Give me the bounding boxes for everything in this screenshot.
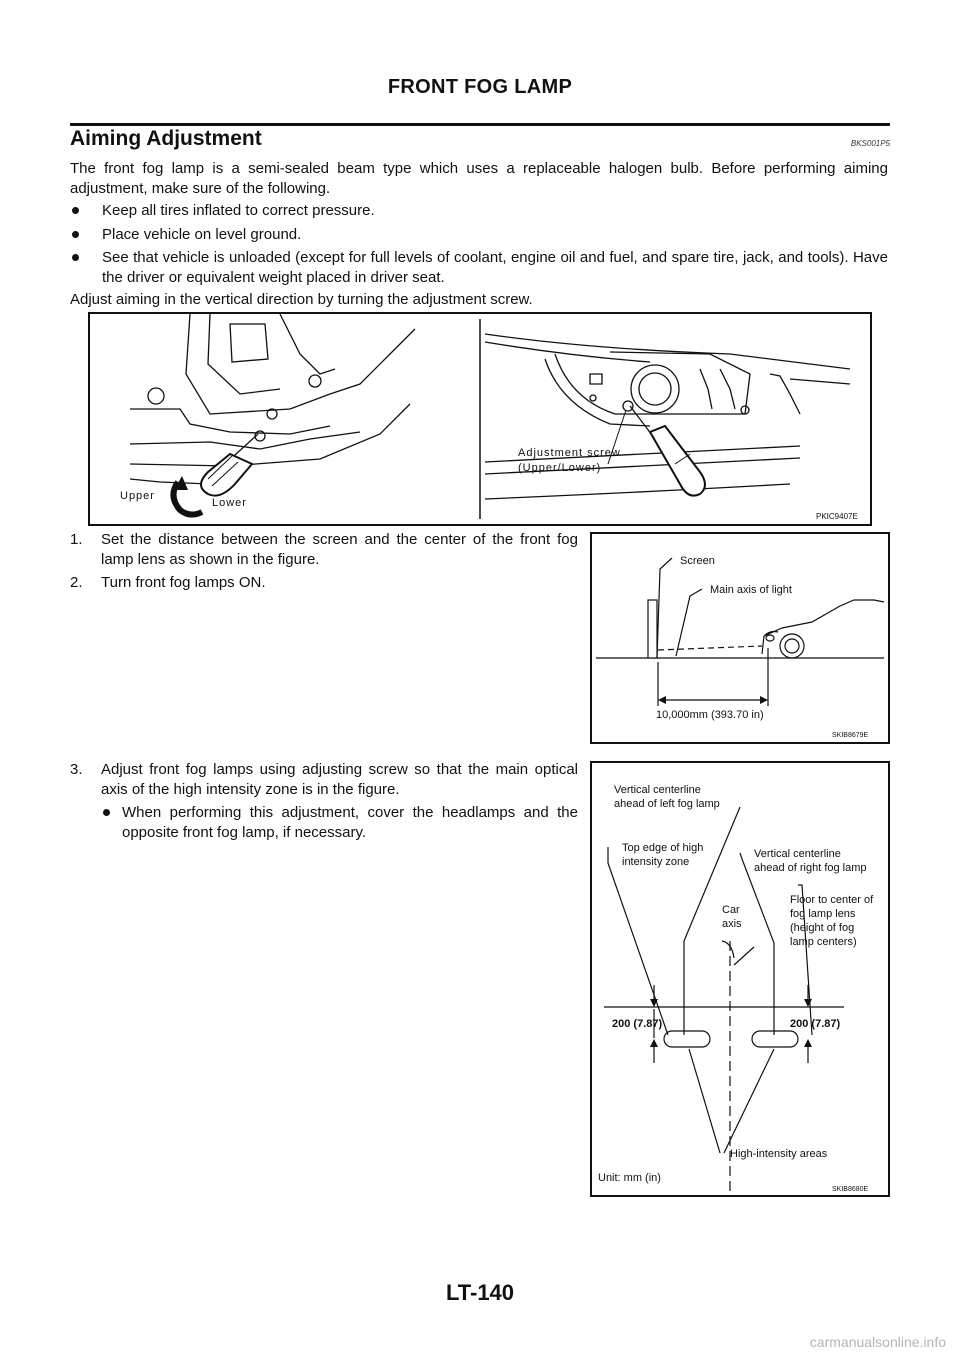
label-lower: Lower	[212, 497, 247, 509]
label-vc-left-1: Vertical centerline	[614, 784, 701, 796]
intro-paragraph: The front fog lamp is a semi-sealed beam type which uses a replaceable halogen bulb. Before performing aiming adjustment, make sure of the following.	[70, 160, 888, 197]
figure-adjustment-screw	[88, 312, 872, 526]
figure-code: PKIC9407E	[816, 512, 858, 521]
bullet-item	[70, 201, 888, 221]
step-2	[70, 573, 578, 593]
figure-high-intensity-zone	[590, 761, 890, 1197]
label-floor-3: (height of fog	[790, 922, 855, 934]
header-rule	[70, 123, 890, 126]
bullet-dot-icon	[103, 809, 110, 816]
label-floor-1: Floor to center of	[790, 894, 874, 906]
figure-screen-distance-drawing	[592, 534, 888, 742]
bullet-dot-icon	[72, 231, 79, 238]
step-1	[70, 530, 578, 570]
label-screen: Screen	[680, 555, 715, 567]
step-number: 1.	[70, 531, 83, 548]
label-floor-4: lamp centers)	[790, 936, 857, 948]
figure-adjustment-screw-drawing	[90, 314, 870, 524]
label-vc-right-2: ahead of right fog lamp	[754, 862, 867, 874]
bullet-item	[70, 248, 888, 288]
label-vc-right-1: Vertical centerline	[754, 848, 841, 860]
label-adjustment-screw: Adjustment screw	[518, 447, 621, 459]
label-dim-left: 200 (7.87)	[612, 1018, 663, 1030]
label-vc-left-2: ahead of left fog lamp	[614, 798, 720, 810]
bullet-text: When performing this adjustment, cover the headlamps and the opposite front fog lamp, if necessary.	[122, 804, 578, 841]
bullet-item	[70, 225, 888, 245]
section-code: BKS001P5	[850, 139, 890, 148]
step-number: 3.	[70, 761, 83, 778]
step-text: Turn front fog lamps ON.	[101, 574, 266, 591]
label-dim-right: 200 (7.87)	[790, 1018, 841, 1030]
bullet-dot-icon	[72, 207, 79, 214]
page-header-title: FRONT FOG LAMP	[387, 76, 573, 98]
step-3-bullet	[70, 803, 578, 843]
bullet-text: Keep all tires inflated to correct pressure.	[102, 202, 375, 219]
figure-code: SKIB8679E	[832, 732, 869, 739]
bullet-dot-icon	[72, 254, 79, 261]
label-top-edge-2: intensity zone	[622, 856, 690, 868]
label-car-axis-2: axis	[722, 918, 742, 930]
figure-code: SKIB8680E	[832, 1186, 869, 1193]
bullet-text: See that vehicle is unloaded (except for full levels of coolant, engine oil and fuel, and spare tire, jack, and tools). Have the driver or equivalent weight placed in driver seat.	[102, 249, 888, 286]
step-number: 2.	[70, 574, 83, 591]
step-3	[70, 760, 578, 800]
label-floor-2: fog lamp lens	[790, 908, 856, 920]
figure-high-intensity-zone-drawing	[592, 763, 888, 1195]
label-unit: Unit: mm (in)	[598, 1172, 661, 1184]
section-title: Aiming Adjustment	[70, 127, 262, 150]
watermark: carmanualsonline.info	[809, 1334, 946, 1350]
figure-screen-distance	[590, 532, 890, 744]
label-car-axis-1: Car	[722, 904, 740, 916]
adjust-paragraph: Adjust aiming in the vertical direction by turning the adjustment screw.	[70, 291, 533, 308]
label-upper-lower: (Upper/Lower)	[518, 462, 602, 474]
label-main-axis: Main axis of light	[710, 584, 792, 596]
label-distance: 10,000mm (393.70 in)	[656, 709, 764, 721]
step-text: Set the distance between the screen and the center of the front fog lamp lens as shown in the figure.	[101, 531, 578, 568]
page-number: LT-140	[445, 1280, 515, 1305]
step-text: Adjust front fog lamps using adjusting screw so that the main optical axis of the high intensity zone is in the figure.	[101, 761, 578, 798]
bullet-text: Place vehicle on level ground.	[102, 226, 302, 243]
label-upper: Upper	[120, 490, 155, 502]
label-top-edge-1: Top edge of high	[622, 842, 704, 854]
label-high-intensity: High-intensity areas	[730, 1148, 828, 1160]
